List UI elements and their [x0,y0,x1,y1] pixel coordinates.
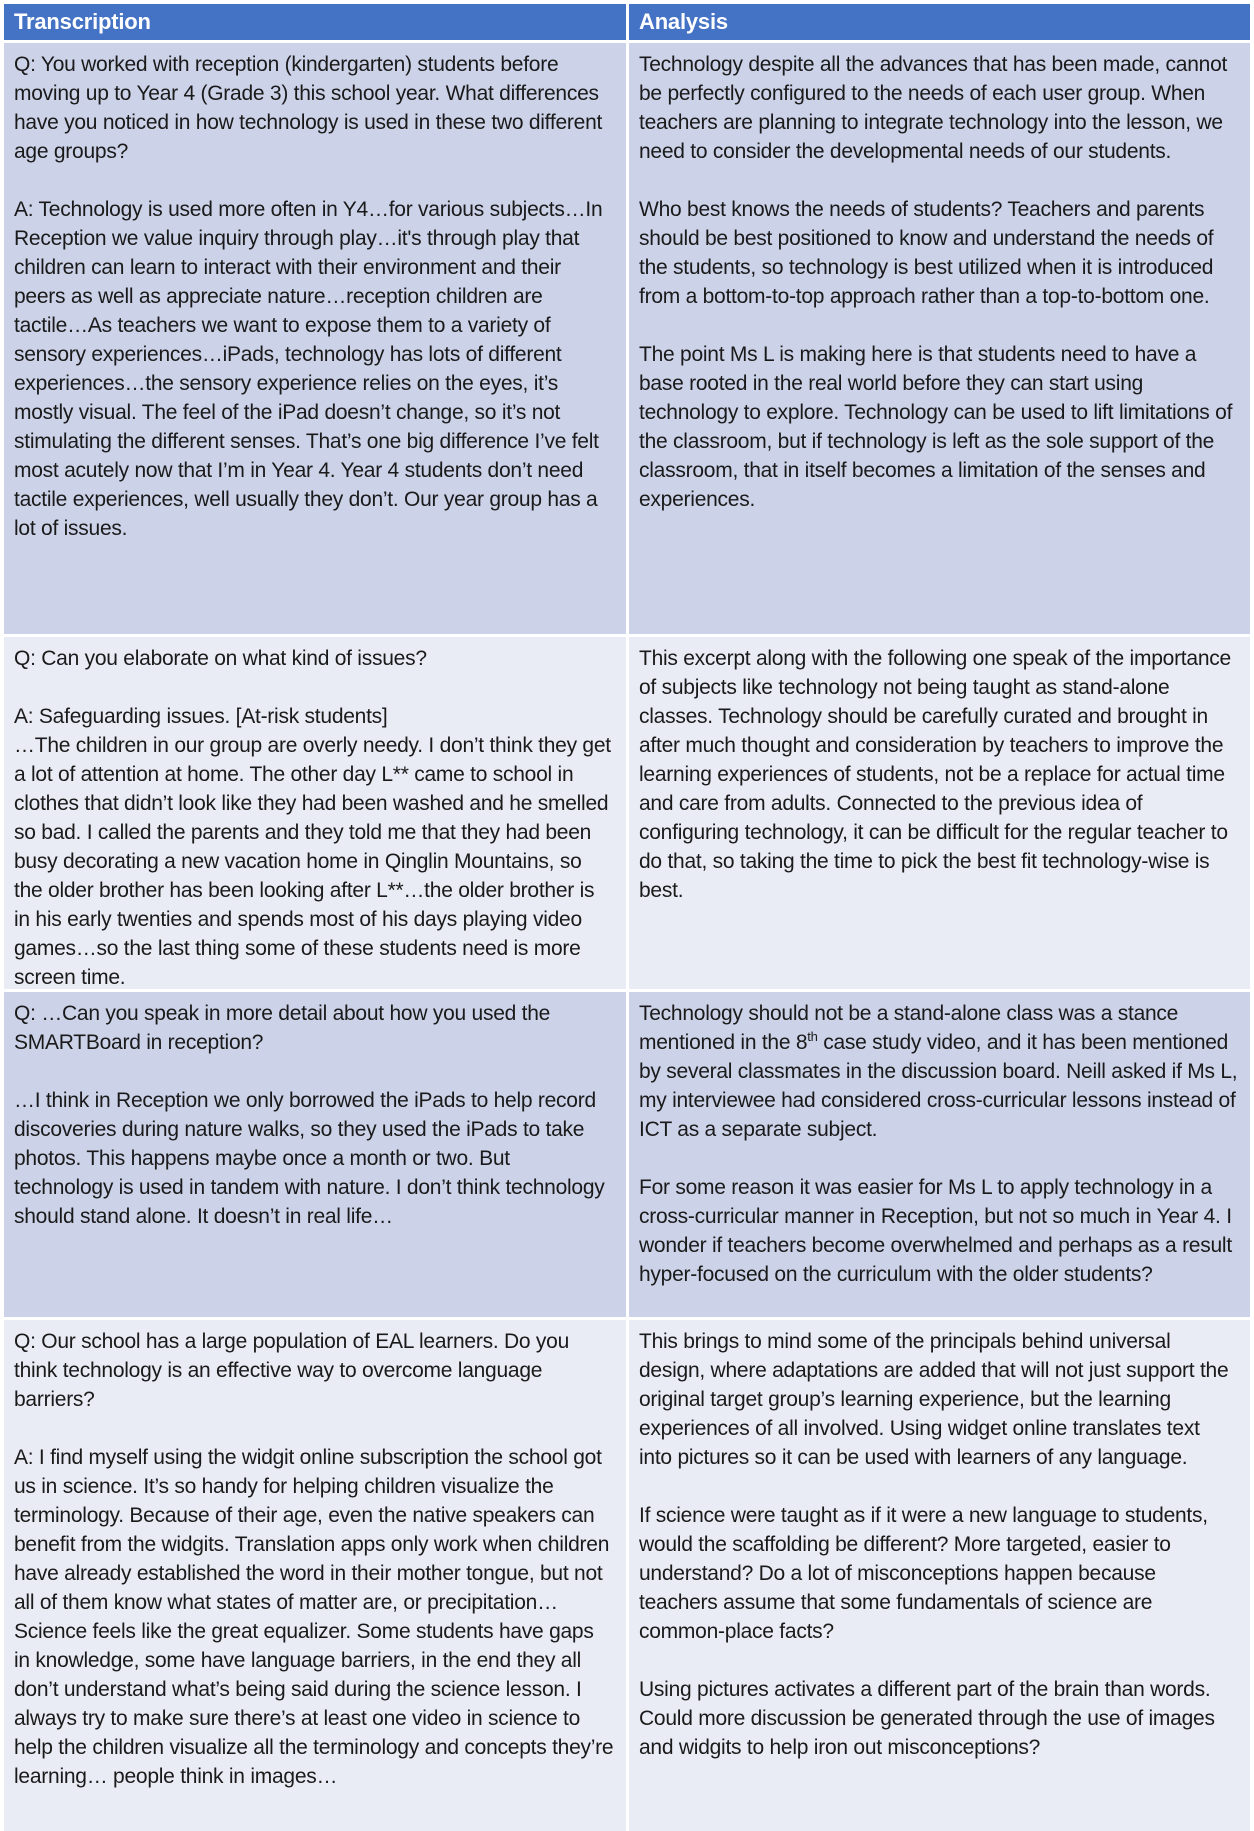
paragraph: For some reason it was easier for Ms L to apply technology in a cross-curricular manner in Reception, but not so much in Year 4. I wonder if teachers become overwhelmed and perhaps as a result hyper-focused on the curriculum with the older students? [639,1176,1232,1286]
paragraph: A: Safeguarding issues. [At-risk students] [14,705,388,728]
paragraph: Q: Our school has a large population of EAL learners. Do you think technology is an effective way to overcome language barriers? [14,1330,570,1411]
column-header-transcription: Transcription [4,4,626,40]
paragraph: The point Ms L is making here is that students need to have a base rooted in the real world before they can start using technology to explore. Technology can be used to lift limitations of the classroom, but if technology is left as the sole support of the classroom, that in itself becomes a limitation of the senses and experiences. [639,343,1233,511]
table-body [4,43,1250,1831]
paragraph: Q: You worked with reception (kindergarten) students before moving up to Year 4 (Grade 3) this school year. What differences have you noticed in how technology is used in these two different age groups? [14,53,603,163]
paragraph: …I think in Reception we only borrowed the iPads to help record discoveries during nature walks, so they used the iPads to take photos. This happens maybe once a month or two. But technology is used in tandem with nature. I don’t think technology should stand alone. It doesn’t in real life… [14,1089,605,1228]
paragraph: Who best knows the needs of students? Teachers and parents should be best positioned to know and understand the needs of the students, so technology is best utilized when it is introduced from a bottom-to-top approach rather than a top-to-bottom one. [639,198,1214,308]
transcription-cell [4,992,626,1317]
paragraph: If science were taught as if it were a new language to students, would the scaffolding be different? More targeted, easier to understand? Do a lot of misconceptions happen because teachers assume that some fundamentals of science are common-place facts? [639,1504,1208,1643]
table-row [4,1320,1250,1831]
table-header-row [4,4,1250,40]
paragraph: This excerpt along with the following one speak of the importance of subjects like technology not being taught as stand-alone classes. Technology should be carefully curated and brought in after much thought and consideration by teachers to improve the learning experiences of students, not be a replace for actual time and care from adults. Connected to the previous idea of configuring technology, it can be difficult for the regular teacher to do that, so taking the time to pick the best fit technology-wise is best. [639,647,1231,902]
table-row [4,43,1250,634]
paragraph: A: Technology is used more often in Y4…for various subjects…In Reception we value inquiry through play…it's through play that children can learn to interact with their environment and their peers as well as appreciate nature…reception children are tactile…As teachers we want to expose them to a variety of sensory experiences…iPads, technology has lots of different experiences…the sensory experience relies on the eyes, it’s mostly visual. The feel of the iPad doesn’t change, so it’s not stimulating the different senses. That’s one big difference I’ve felt most acutely now that I’m in Year 4. Year 4 students don’t need tactile experiences, well usually they don’t. Our year group has a lot of issues. [14,198,603,540]
table-row [4,992,1250,1317]
analysis-cell [629,1320,1250,1831]
blank-line [639,1472,1238,1501]
paragraph: A: I find myself using the widgit online subscription the school got us in science. It’s so handy for helping children visualize the terminology. Because of their age, even the native speakers can benefit from the widgits. Translation apps only work when children have already established the word in their mother tongue, but not all of them know what states of matter are, or precipitation…Science feels like the great equalizer. Some students have gaps in knowledge, some have language barriers, in the end they all don’t understand what’s being said during the science lesson. I always try to make sure there’s at least one video in science to help the children visualize all the terminology and concepts they’re learning… people think in images… [14,1446,614,1788]
blank-line [639,166,1238,195]
column-header-analysis: Analysis [629,4,1250,40]
paragraph: This brings to mind some of the principals behind universal design, where adaptations are added that will not just support the original target group’s learning experience, but the learning experiences of all involved. Using widget online translates text into pictures so it can be used with learners of any language. [639,1330,1229,1469]
paragraph: Q: …Can you speak in more detail about how you used the SMARTBoard in reception? [14,1002,551,1054]
blank-line [639,1144,1238,1173]
transcription-cell [4,637,626,989]
paragraph: …The children in our group are overly needy. I don’t think they get a lot of attention at home. The other day L** came to school in clothes that didn’t look like they had been washed and he smelled so bad. I called the parents and they told me that they had been busy decorating a new vacation home in Qinglin Mountains, so the older brother has been looking after L**…the older brother is in his early twenties and spends most of his days playing video games…so the last thing some of these students need is more screen time. [14,734,611,989]
blank-line [14,1414,614,1443]
transcription-cell [4,1320,626,1831]
paragraph: Q: Can you elaborate on what kind of issues? [14,647,427,670]
analysis-cell [629,43,1250,634]
blank-line [639,1646,1238,1675]
analysis-cell [629,992,1250,1317]
paragraph: Technology despite all the advances that has been made, cannot be perfectly configured to the needs of each user group. When teachers are planning to integrate technology into the lesson, we need to consider the developmental needs of our students. [639,53,1228,163]
blank-line [14,166,614,195]
analysis-cell [629,637,1250,989]
transcription-cell [4,43,626,634]
blank-line [14,1057,614,1086]
blank-line [639,311,1238,340]
table-row [4,637,1250,989]
blank-line [14,673,614,702]
paragraph: Technology should not be a stand-alone class was a stance mentioned in the 8th case study video, and it has been mentioned by several classmates in the discussion board. Neill asked if Ms L, my interviewee had considered cross-curricular lessons instead of ICT as a separate subject. [639,1002,1238,1141]
paragraph: Using pictures activates a different part of the brain than words. Could more discussion be generated through the use of images and widgits to help iron out misconceptions? [639,1678,1215,1759]
